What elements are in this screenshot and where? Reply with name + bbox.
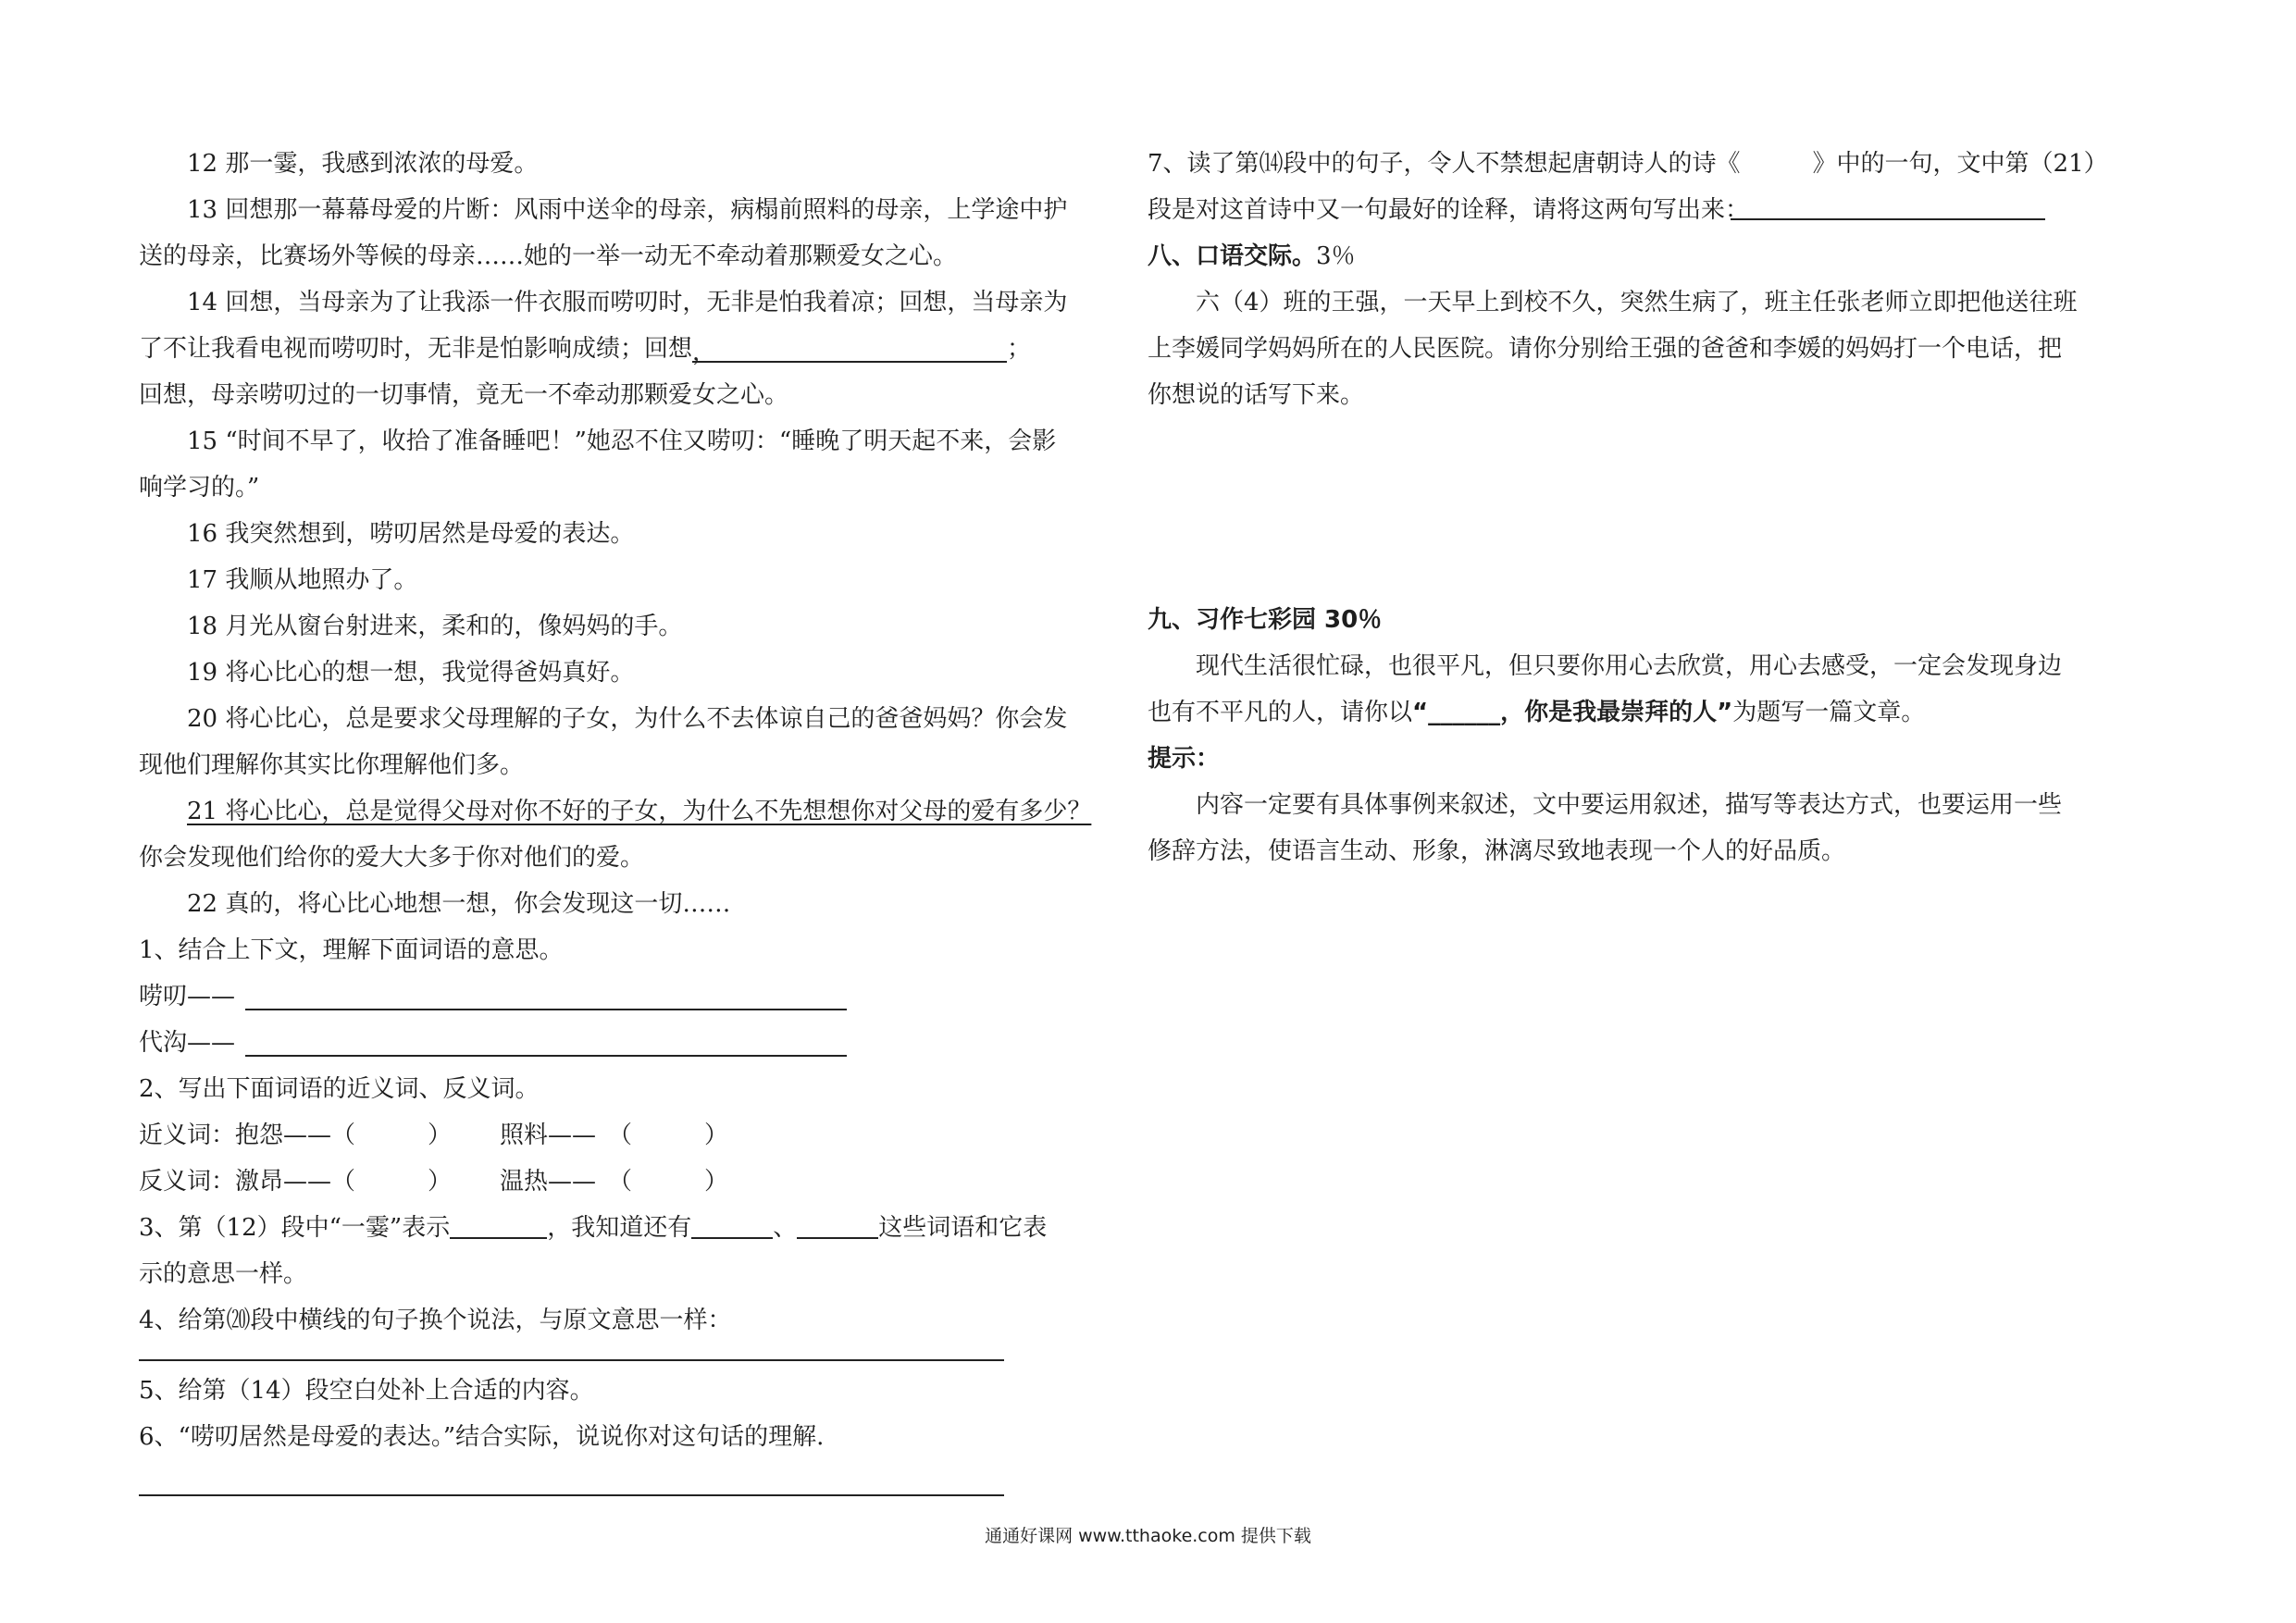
paragraph-12: 12 那一霎，我感到浓浓的母爱。	[187, 150, 539, 178]
blank-semicolon: ；	[1007, 335, 1032, 363]
question-1: 1、结合上下文，理解下面词语的意思。	[139, 936, 564, 964]
fill-blank-3c[interactable]	[797, 1215, 878, 1239]
answer-line-word2[interactable]	[245, 1055, 847, 1057]
question-3-text-a: 3、第（12）段中“一霎”表示	[139, 1214, 451, 1242]
fill-blank-14[interactable]	[692, 339, 1007, 366]
question-1-word1: 唠叨——	[139, 983, 236, 1010]
answer-line-word1[interactable]	[245, 1009, 847, 1010]
paragraph-15-line1: 15 “时间不早了，收拾了准备睡吧！”她忍不住又唠叨：“睡晚了明天起不来，会影	[187, 427, 1057, 455]
paragraph-13-line1: 13 回想那一幕幕母爱的片断：风雨中送伞的母亲，病榻前照料的母亲，上学途中护	[187, 196, 1068, 224]
paragraph-14-line3: 回想，母亲唠叨过的一切事情，竟无一不牵动那颗爱女之心。	[139, 381, 789, 409]
synonym-row-1: 近义词：抱怨——（ ）	[139, 1121, 453, 1149]
paragraph-17: 17 我顺从地照办了。	[187, 566, 418, 594]
section-8-line2: 上李媛同学妈妈所在的人民医院。请你分别给王强的爸爸和李媛的妈妈打一个电话，把	[1148, 335, 2063, 363]
paragraph-15-line2: 响学习的。”	[139, 474, 260, 502]
question-7-line1: 7、读了第⒁段中的句子，令人不禁想起唐朝诗人的诗《 》中的一句，文中第（21）	[1148, 150, 2108, 178]
section-9-text-a: 也有不平凡的人，请你以	[1148, 699, 1413, 726]
hint-line2: 修辞方法，使语言生动、形象，淋漓尽致地表现一个人的好品质。	[1148, 837, 1846, 865]
paragraph-14-text: 了不让我看电视而唠叨时，无非是怕影响成绩；回想	[139, 335, 693, 363]
paragraph-21-line1: 21 将心比心，总是觉得父母对你不好的子女，为什么不先想想你对父母的爱有多少？	[187, 798, 1092, 825]
paragraph-18: 18 月光从窗台射进来，柔和的，像妈妈的手。	[187, 613, 683, 640]
section-8-score: 3％	[1316, 242, 1356, 270]
question-3-line1	[139, 1214, 1047, 1242]
question-7-line2	[1148, 196, 1749, 224]
fill-blank-3b[interactable]	[691, 1215, 773, 1239]
question-3-text-b: ，我知道还有	[547, 1214, 692, 1242]
paragraph-20-line2: 现他们理解你其实比你理解他们多。	[139, 751, 525, 779]
question-3-line2: 示的意思一样。	[139, 1260, 308, 1288]
answer-line-q7[interactable]	[1731, 218, 2045, 220]
question-7-text: 段是对这首诗中又一句最好的诠释，请将这两句写出来：	[1148, 196, 1750, 224]
question-2: 2、写出下面词语的近义词、反义词。	[139, 1075, 540, 1103]
question-4: 4、给第⒇段中横线的句子换个说法，与原文意思一样：	[139, 1307, 732, 1334]
section-8-heading	[1148, 242, 1356, 270]
synonym-row-2: 照料—— （ ）	[500, 1121, 729, 1149]
section-9-title: 九、习作七彩园 30％	[1148, 606, 1383, 634]
paragraph-14-line1: 14 回想，当母亲为了让我添一件衣服而唠叨时，无非是怕我着凉；回想，当母亲为	[187, 289, 1068, 316]
paragraph-14-line2	[139, 335, 1032, 366]
question-5: 5、给第（14）段空白处补上合适的内容。	[139, 1377, 594, 1405]
hint-line1: 内容一定要有具体事例来叙述，文中要运用叙述，描写等表达方式，也要运用一些	[1196, 791, 2063, 819]
paragraph-21-line2: 你会发现他们给你的爱大大多于你对他们的爱。	[139, 844, 645, 872]
paragraph-16: 16 我突然想到，唠叨居然是母爱的表达。	[187, 520, 635, 548]
question-1-word2: 代沟——	[139, 1029, 236, 1057]
section-8-line1: 六（4）班的王强，一天早上到校不久，突然生病了，班主任张老师立即把他送往班	[1196, 289, 2078, 316]
antonym-row-1: 反义词：激昂——（ ）	[139, 1168, 453, 1196]
paragraph-22: 22 真的，将心比心地想一想，你会发现这一切……	[187, 890, 731, 918]
paragraph-13-line2: 送的母亲，比赛场外等候的母亲……她的一举一动无不牵动着那颗爱女之心。	[139, 242, 958, 270]
answer-line-q4[interactable]	[139, 1359, 1004, 1361]
fill-blank-3a[interactable]	[450, 1215, 547, 1239]
section-9-text-b: 为题写一篇文章。	[1732, 699, 1926, 726]
hint-label: 提示：	[1148, 745, 1221, 773]
paragraph-20-line1: 20 将心比心，总是要求父母理解的子女，为什么不去体谅自己的爸爸妈妈？你会发	[187, 705, 1068, 733]
section-8-line3: 你想说的话写下来。	[1148, 381, 1365, 409]
question-3-text-d: 这些词语和它表	[878, 1214, 1048, 1242]
antonym-row-2: 温热—— （ ）	[500, 1168, 729, 1196]
question-6: 6、“唠叨居然是母爱的表达。”结合实际，说说你对这句话的理解.	[139, 1423, 825, 1451]
section-9-line1: 现代生活很忙碌，也很平凡，但只要你用心去欣赏，用心去感受，一定会发现身边	[1196, 652, 2063, 680]
question-3-text-c: 、	[773, 1214, 798, 1242]
section-8-title: 八、口语交际。	[1148, 242, 1317, 270]
blank-comma: ，	[692, 339, 717, 366]
section-9-line2	[1148, 699, 1925, 726]
footer-credit: 通通好课网 www.tthaoke.com 提供下载	[985, 1526, 1311, 1546]
paragraph-19: 19 将心比心的想一想，我觉得爸妈真好。	[187, 659, 635, 687]
essay-title: “______，你是我最崇拜的人”	[1412, 699, 1733, 726]
answer-line-q6[interactable]	[139, 1494, 1004, 1496]
